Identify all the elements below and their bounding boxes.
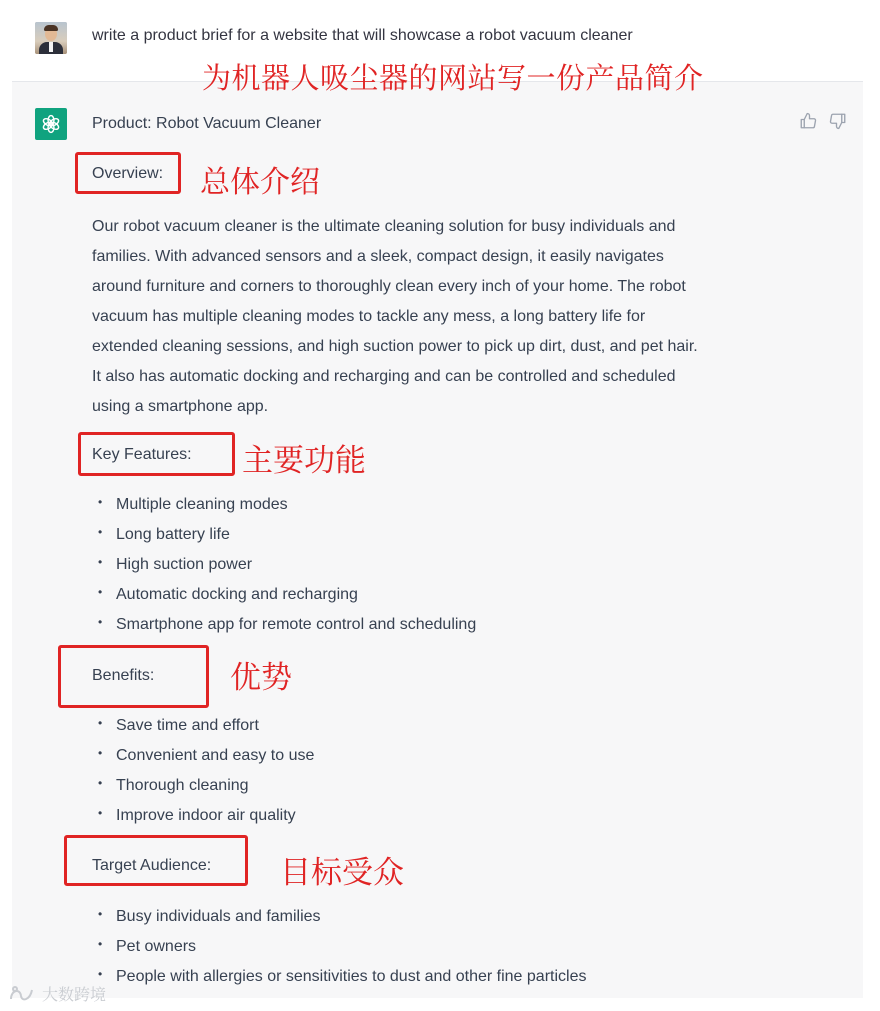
list-item: • Save time and effort	[98, 716, 259, 734]
key-features-list	[92, 490, 476, 640]
chatgpt-logo-icon	[35, 108, 67, 140]
watermark-text: 大数跨境	[42, 985, 107, 1004]
benefits-list	[92, 711, 314, 831]
user-prompt-text: write a product brief for a website that will showcase a robot vacuum cleaner	[92, 27, 633, 44]
user-avatar	[35, 22, 67, 54]
list-item: • Multiple cleaning modes	[98, 495, 288, 513]
list-item: • Pet owners	[98, 937, 197, 955]
key-features-heading: Key Features:	[92, 446, 192, 463]
list-item: • High suction power	[98, 555, 253, 573]
reply-title: Product: Robot Vacuum Cleaner	[92, 115, 322, 132]
watermark-logo-icon	[8, 984, 36, 1004]
list-item: • Smartphone app for remote control and scheduling	[98, 615, 477, 633]
overview-line: using a smartphone app.	[92, 398, 269, 415]
overview-line: It also has automatic docking and recharging and can be controlled and scheduled	[92, 368, 676, 385]
overview-line: extended cleaning sessions, and high suction power to pick up dirt, dust, and pet hair.	[92, 338, 698, 355]
thumbs-up-icon[interactable]	[799, 112, 817, 130]
annotation-target-audience: 目标受众	[280, 855, 404, 891]
assistant-message-block	[12, 82, 863, 998]
list-item: • Long battery life	[98, 525, 230, 543]
annotation-prompt-translation: 为机器人吸尘器的网站写一份产品简介	[202, 61, 704, 95]
list-item: • Convenient and easy to use	[98, 746, 315, 764]
watermark	[8, 982, 106, 1005]
list-item: • Improve indoor air quality	[98, 806, 296, 824]
list-item: • People with allergies or sensitivities to dust and other fine particles	[98, 967, 587, 985]
list-item: • Automatic docking and recharging	[98, 585, 358, 603]
list-item: • Thorough cleaning	[98, 776, 249, 794]
overview-line: around furniture and corners to thoroughly clean every inch of your home. The robot	[92, 278, 686, 295]
overview-paragraph	[92, 212, 792, 422]
overview-line: families. With advanced sensors and a sleek, compact design, it easily navigates	[92, 248, 664, 265]
overview-heading: Overview:	[92, 165, 164, 182]
target-audience-list	[92, 902, 586, 992]
overview-line: vacuum has multiple cleaning modes to tackle any mess, a long battery life for	[92, 308, 646, 325]
benefits-heading: Benefits:	[92, 667, 155, 684]
annotation-overview: 总体介绍	[200, 165, 320, 200]
overview-line: Our robot vacuum cleaner is the ultimate cleaning solution for busy individuals and	[92, 218, 676, 235]
list-item: • Busy individuals and families	[98, 907, 321, 925]
annotation-key-features: 主要功能	[242, 443, 366, 479]
thumbs-down-icon[interactable]	[829, 112, 847, 130]
annotation-benefits: 优势	[230, 660, 292, 696]
target-audience-heading: Target Audience:	[92, 857, 212, 874]
